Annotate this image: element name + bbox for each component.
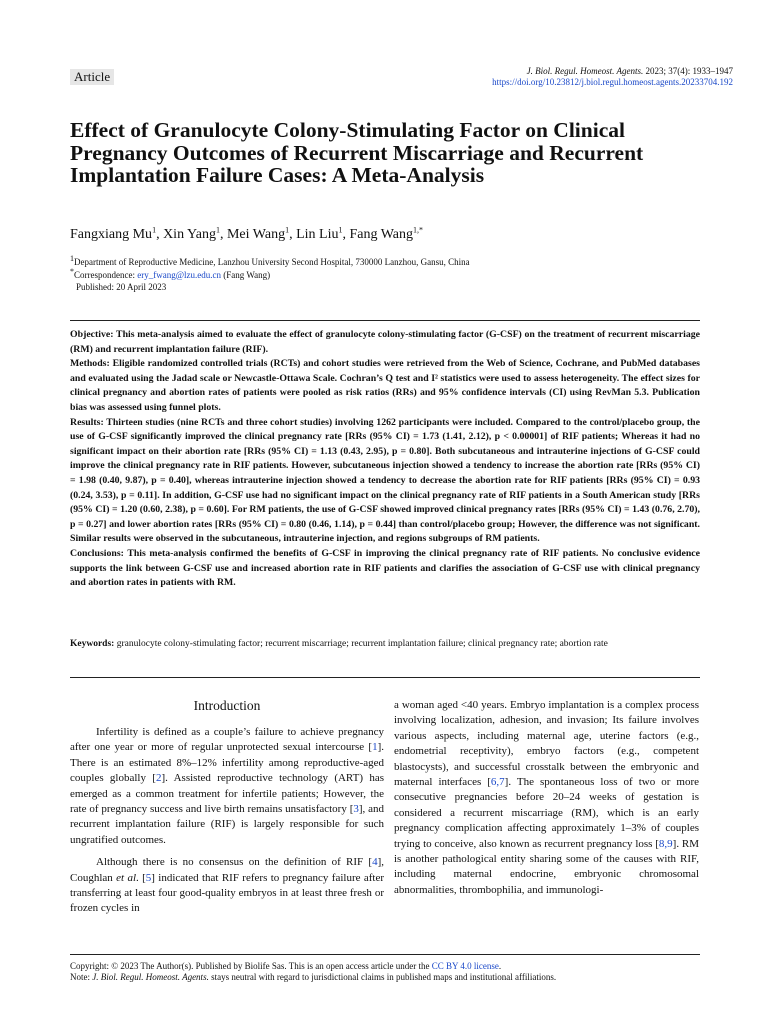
correspondence-name: (Fang Wang) xyxy=(223,269,271,280)
author-list: Fangxiang Mu$^1$, Xin Yang$^1$, Mei Wang$^1$, Lin Liu$^1$, Fang Wang$^{1,*}$ xyxy=(70,225,424,242)
correspondence-email-link[interactable]: ery_fwang@lzu.edu.cn xyxy=(137,269,221,280)
text: et al xyxy=(116,871,136,884)
author-affiliation-mark: 1 xyxy=(285,225,290,235)
correspondence-label: Correspondence: xyxy=(74,269,135,280)
paper-meta xyxy=(70,256,470,294)
citation-link[interactable]: 5 xyxy=(145,871,152,884)
license-link[interactable]: CC BY 4.0 license xyxy=(431,961,499,971)
published-date: Published: 20 April 2023 xyxy=(76,282,167,292)
text: . [ xyxy=(136,871,146,884)
copyright-text: Copyright: © 2023 The Author(s). Published by Biolife Sas. This is an open access article under the xyxy=(70,961,430,971)
copyright-line: Copyright: © 2023 The Author(s). Published by Biolife Sas. This is an open access article under the CC BY 4.0 license. xyxy=(70,961,502,971)
note-text: stays neutral with regard to jurisdictional claims in published maps and institutional affiliations. xyxy=(211,972,557,982)
conclusions-label: Conclusions: xyxy=(70,547,124,559)
journal-issue: 2023; 37(4): 1933–1947 xyxy=(645,66,733,76)
author-affiliation-mark: 1 xyxy=(215,225,220,235)
divider xyxy=(70,320,700,321)
abstract-objective xyxy=(70,328,700,357)
text: ]. The spontaneous loss of two or more consecutive pregnancies before 20–24 weeks of gestation is considered a recurrent miscarriage (RM), which is an early pregnancy complication affecting approximately 1–3% of couples trying to conceive, also known as recurrent pregnancy loss [ xyxy=(394,776,700,850)
note-label: Note: xyxy=(70,972,90,982)
results-text: Thirteen studies (nine RCTs and three cohort studies) involving 1262 participants were included. Compared to the control/placebo group, the use of G-CSF significantly improved the clinical pregnancy rate [RRs (95% CI) = 1.73 (1.41, 2.12), p < 0.00001] of RIF patients; Whereas it had no significant impact on their abortion rate [RRs (95% CI) = 1.13 (0.43, 2.95), p = 0.80]. Both subcutaneous and intrauterine injections of G-CSF could improve the clinical pregnancy rate in RIF patients. However, subcutaneous injection showed a tendency to increase the abortion rate [RRs (95% CI) = 1.98 (0.40, 9.87), p = 0.40], whereas intrauterine injection showed a tendency to decrease the abortion rate for RIF patients [RRs (95% CI) = 0.93 (0.24, 3.53), p = 0.11]. In addition, G-CSF use had no significant impact on the clinical pregnancy rate of RIF patients in a South American study [RRs (95% CI) = 1.20 (0.60, 2.38), p = 0.60]. For RM patients, the use of G-CSF showed improved clinical pregnancy rates [RRs (95% CI) = 1.43 (0.76, 2.70), p = 0.27] and lower abortion rates [RRs (95% CI) = 0.80 (0.46, 1.14), p = 0.44] than control/placebo group; However, the difference was not significant. Similar results were observed in the subcutaneous, intrauterine injection, and regions subgroups of RM patients. xyxy=(70,416,700,545)
note-line xyxy=(70,972,700,983)
correspondence xyxy=(70,266,470,282)
section-heading-introduction: Introduction xyxy=(193,698,261,713)
correspondence-mark: * xyxy=(70,266,74,276)
page-footer xyxy=(70,961,700,983)
author-affiliation-mark: 1 xyxy=(152,225,157,235)
methods-text: Eligible randomized controlled trials (RCTs) and cohort studies were retrieved from the Web of Science, Cochrane, and PubMed databases and evaluated using the Jadad scale or Newcastle-Ottawa Scale. Cochran’s Q test and I² statistics were used to assess heterogeneity. The effect sizes for clinical pregnancy and abortion rates of patients were pooled as risk ratios (RRs) and 95% confidence intervals (CI) using RevMan 5.3. Publication bias was assessed using funnel plots. xyxy=(70,358,700,413)
body-column-right xyxy=(394,698,699,898)
paragraph xyxy=(70,855,384,917)
body-column-left xyxy=(70,725,384,917)
citation-link[interactable]: 2 xyxy=(155,772,162,785)
text: Infertility is defined as a couple’s failure to achieve pregnancy after one year or more of regular unprotected sexual intercourse [ xyxy=(70,726,384,754)
article-type-tag: Article xyxy=(70,69,114,85)
paper-title: Effect of Granulocyte Colony-Stimulating Factor on Clinical Pregnancy Outcomes of Recurrent Miscarriage and Recurrent Implantation Failure Cases: A Meta-Analysis xyxy=(70,118,644,187)
keywords-text: granulocyte colony-stimulating factor; recurrent miscarriage; recurrent implantation failure; clinical pregnancy rate; abortion rate xyxy=(116,639,608,649)
author-name: Xin Yang xyxy=(163,227,216,242)
text: ]. RM is another pathological entity sharing some of the causes with RIF, including maternal endocrine, embryonic chromosomal abnormalities, thrombophilia, and immunologi- xyxy=(394,837,699,896)
text: ], Coughlan xyxy=(70,856,384,884)
abstract-results xyxy=(70,416,700,547)
abstract-conclusions xyxy=(70,547,700,591)
citation-link[interactable]: 1 xyxy=(372,741,378,754)
citation-link[interactable]: 3 xyxy=(353,803,359,816)
paragraph xyxy=(394,698,699,898)
author-name: Fang Wang xyxy=(349,227,414,242)
objective-text: This meta-analysis aimed to evaluate the effect of granulocyte colony-stimulating factor (G-CSF) on the treatment of recurrent miscarriage (RM) and recurrent implantation failure (RIF). xyxy=(70,329,700,355)
text: Although there is no consensus on the definition of RIF [ xyxy=(96,856,373,869)
text: a woman aged <40 years. Embryo implantation is a complex process involving localization, adhesion, and invasion; Its failure involves various aspects, including maternal age, uterine factors (e.g., endometrial receptivity), embryo factors (e.g., competent blastocysts), and successful crosstalk between the embryonic and maternal interfaces [ xyxy=(394,699,699,789)
text: ]. There is an estimated 8%–12% infertility among reproductive-aged couples globally [ xyxy=(70,741,384,785)
methods-label: Methods: xyxy=(70,358,110,370)
objective-label: Objective: xyxy=(70,329,114,340)
keywords xyxy=(70,637,700,652)
text: ]. Assisted reproductive technology (ART) has emerged as a common treatment for infertile patients; However, the rate of pregnancy success and live birth remains unsatisfactory [ xyxy=(70,772,384,816)
abstract xyxy=(70,328,700,591)
author-affiliation-mark: 1 xyxy=(338,225,343,235)
journal-name: J. Biol. Regul. Homeost. Agents. xyxy=(526,66,644,76)
doi-link[interactable]: https://doi.org/10.23812/j.biol.regul.homeost.agents.20233704.192 xyxy=(492,77,733,87)
author-affiliation-mark: 1,* xyxy=(413,225,424,235)
citation-link[interactable]: 6,7 xyxy=(490,776,505,789)
paragraph xyxy=(70,725,384,848)
abstract-methods xyxy=(70,357,700,415)
note-journal: J. Biol. Regul. Homeost. Agents. xyxy=(92,972,209,982)
text: ], and recurrent implantation failure (RIF) is largely responsible for such ungratified outcomes. xyxy=(70,803,384,846)
citation-link[interactable]: 4 xyxy=(372,856,378,869)
affiliation-mark: 1 xyxy=(70,254,74,263)
journal-info xyxy=(492,66,733,88)
affiliation xyxy=(70,256,470,269)
conclusions-text: This meta-analysis confirmed the benefits of G-CSF in improving the clinical pregnancy rate of RIF patients. No conclusive evidence supports the link between G-CSF use and increased abortion rate in RIF patients and clarifies the association of G-CSF use with clinical pregnancy and abortion rates in patients with RM. xyxy=(70,547,700,589)
citation-link[interactable]: 8,9 xyxy=(658,837,673,850)
text: ] indicated that RIF refers to pregnancy failure after transferring at least four good-quality embryos in at least three fresh or frozen cycles in xyxy=(70,871,384,915)
results-label: Results: xyxy=(70,416,104,428)
keywords-label: Keywords: xyxy=(70,639,115,649)
author-name: Fangxiang Mu xyxy=(70,227,153,242)
divider xyxy=(70,677,700,678)
author-name: Mei Wang xyxy=(226,227,286,242)
divider xyxy=(70,954,700,955)
affiliation-text: Department of Reproductive Medicine, Lanzhou University Second Hospital, 730000 Lanzhou, Gansu, China xyxy=(74,257,470,267)
author-name: Lin Liu xyxy=(296,227,339,242)
